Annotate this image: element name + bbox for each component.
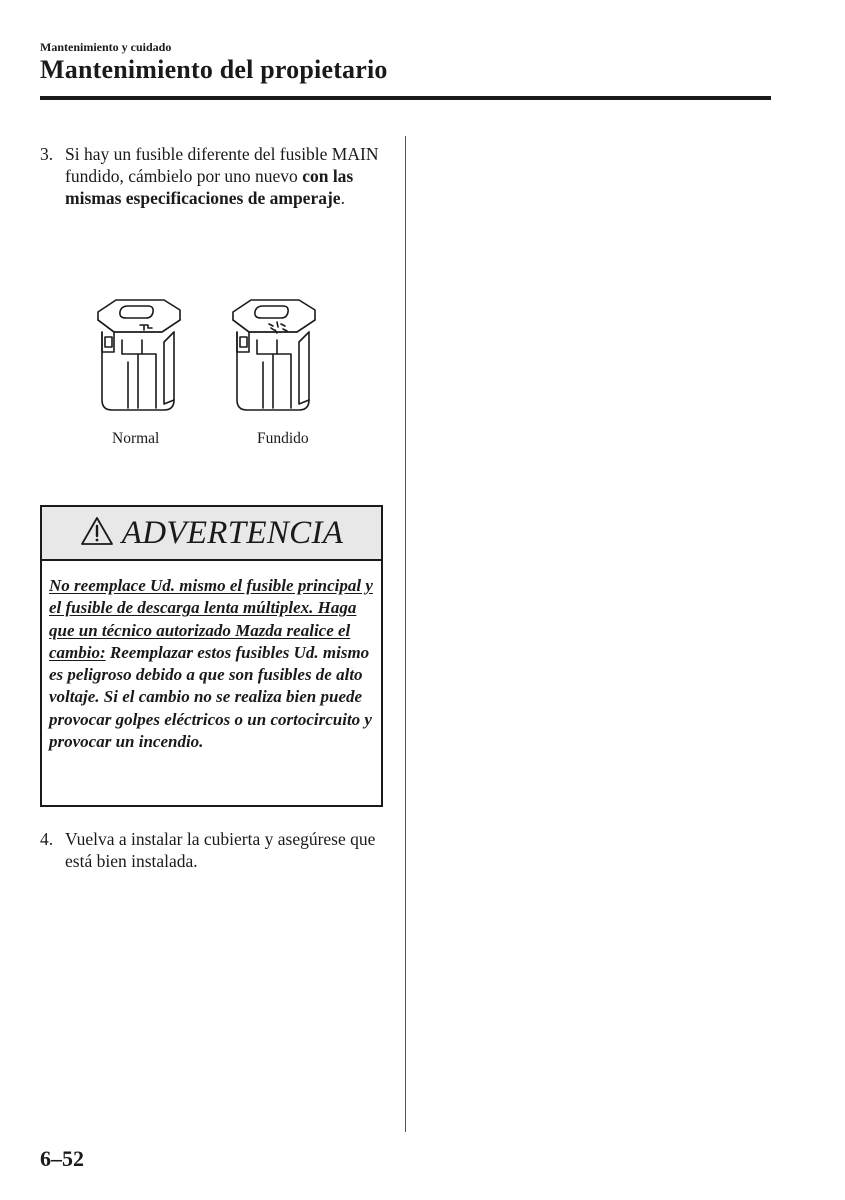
step-text-part: Si hay un fusible diferente del fusible MAIN fundido, cámbielo por uno nuevo — [65, 144, 379, 186]
step-4 — [40, 828, 390, 872]
page-title: Mantenimiento del propietario — [40, 55, 388, 84]
warning-body-text: Reemplazar estos fusibles Ud. mismo es peligroso debido a que son fusibles de alto voltaje. Si el cambio no se realiza bien puede provocar golpes eléctricos o un cortocircuito y provocar un incendio. — [49, 642, 372, 752]
step-number: 3. — [40, 144, 54, 164]
warning-header — [42, 507, 381, 561]
step-number: 4. — [40, 829, 54, 849]
warning-box — [40, 505, 383, 807]
step-text-end: . — [340, 188, 345, 208]
column-divider — [405, 136, 406, 1132]
page-number: 6–52 — [40, 1146, 84, 1171]
step-text-bold: con las mismas especificaciones de amperaje — [65, 166, 354, 208]
warning-body — [42, 561, 381, 753]
fuse-normal-icon — [90, 292, 186, 414]
section-label: Mantenimiento y cuidado — [40, 40, 172, 54]
fuse-normal-label: Normal — [112, 430, 160, 447]
fuse-blown-label: Fundido — [257, 430, 309, 447]
warning-underlined-text: No reemplace Ud. mismo el fusible principal y el fusible de descarga lenta múltiplex. Haga que un técnico autorizado Mazda realice el cambio: — [49, 576, 373, 662]
step-text — [65, 143, 390, 209]
fuse-blown-icon — [225, 292, 321, 414]
step-text: Vuelva a instalar la cubierta y asegúrese que está bien instalada. — [65, 829, 376, 871]
step-3 — [40, 143, 390, 209]
warning-title: ADVERTENCIA — [121, 514, 344, 551]
title-rule — [40, 96, 771, 100]
warning-triangle-icon — [80, 516, 114, 551]
